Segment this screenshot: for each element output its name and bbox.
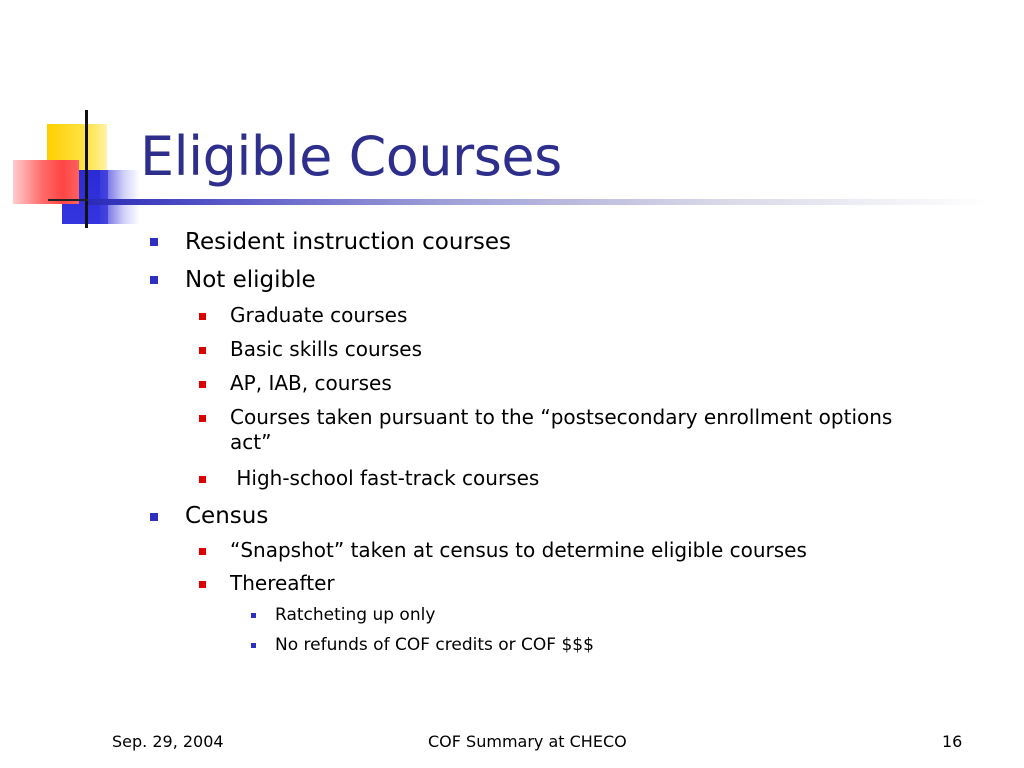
square-bullet-icon <box>199 415 206 422</box>
list-item: No refunds of COF credits or COF $$$ <box>275 635 594 655</box>
red-square <box>13 160 79 204</box>
square-bullet-icon <box>150 276 158 284</box>
list-item-continuation: act” <box>230 430 272 454</box>
blue-fade <box>100 170 140 224</box>
list-item: Thereafter <box>230 571 335 595</box>
square-bullet-icon <box>199 476 206 483</box>
slide-title: Eligible Courses <box>140 125 562 188</box>
page-number: 16 <box>942 732 963 751</box>
square-bullet-icon <box>251 613 256 618</box>
list-item: “Snapshot” taken at census to determine eligible courses <box>230 538 807 562</box>
list-item: Not eligible <box>185 267 316 293</box>
list-item: High-school fast-track courses <box>230 466 540 490</box>
vertical-line <box>85 110 88 228</box>
footer-title: COF Summary at CHECO <box>428 732 627 751</box>
list-item: Basic skills courses <box>230 337 423 361</box>
list-item: Census <box>185 503 269 529</box>
list-item: Graduate courses <box>230 303 408 327</box>
title-underline <box>88 199 988 205</box>
list-item: AP, IAB, courses <box>230 371 392 395</box>
square-bullet-icon <box>251 643 256 648</box>
square-bullet-icon <box>199 548 206 555</box>
list-item: Ratcheting up only <box>275 605 436 625</box>
square-bullet-icon <box>199 313 206 320</box>
square-bullet-icon <box>199 381 206 388</box>
square-bullet-icon <box>199 347 206 354</box>
square-bullet-icon <box>150 238 158 246</box>
footer-date: Sep. 29, 2004 <box>112 732 224 751</box>
square-bullet-icon <box>150 513 158 521</box>
list-item: Resident instruction courses <box>185 229 512 255</box>
list-item: Courses taken pursuant to the “postsecondary enrollment options <box>230 405 893 429</box>
square-bullet-icon <box>199 581 206 588</box>
